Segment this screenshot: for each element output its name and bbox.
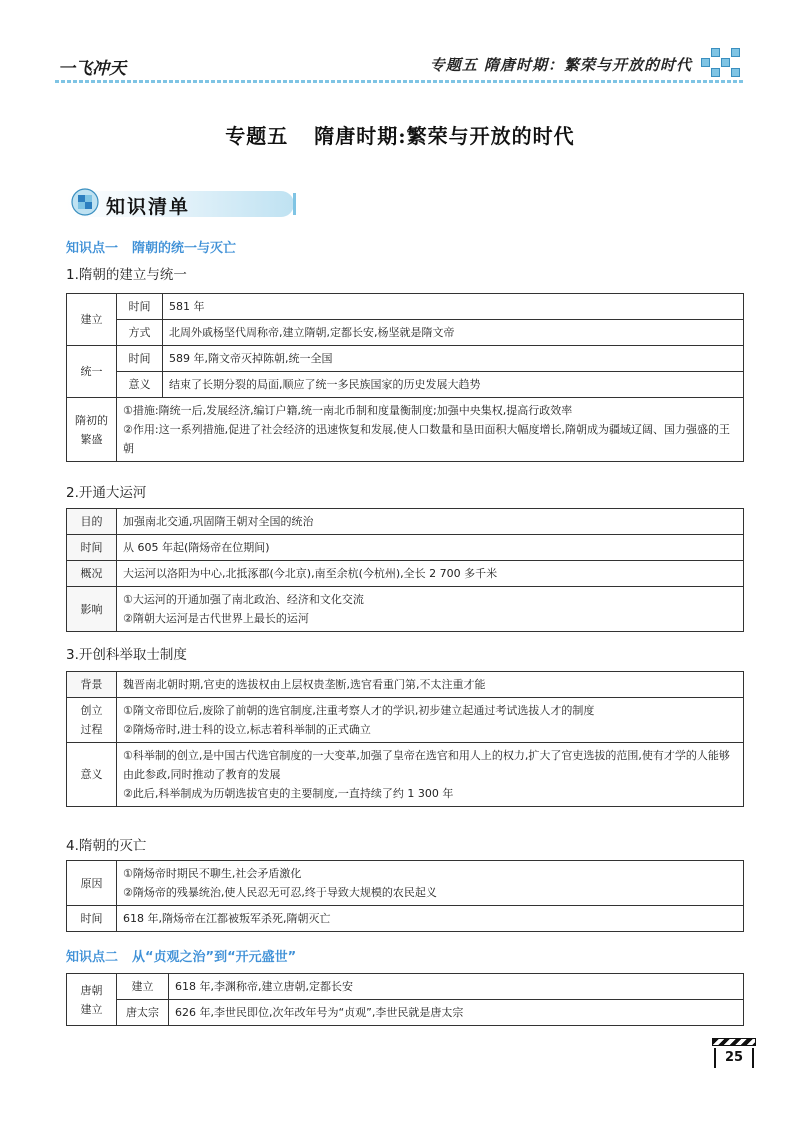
row-label: 意义 <box>117 372 163 398</box>
value-line: ②隋炀帝时,进士科的设立,标志着科举制的正式确立 <box>123 723 371 736</box>
value-line: ①隋炀帝时期民不聊生,社会矛盾激化 <box>123 867 302 880</box>
row-value <box>117 587 744 632</box>
row-label: 意义 <box>67 743 117 807</box>
row-label: 唐太宗 <box>117 1000 169 1026</box>
row-value: 大运河以洛阳为中心,北抵涿郡(今北京),南至余杭(今杭州),全长 2 700 多千米 <box>117 561 744 587</box>
page-header <box>0 40 800 100</box>
row-label: 目的 <box>67 509 117 535</box>
section-heading: 2.开通大运河 <box>66 485 147 501</box>
kp-title: 隋朝的统一与灭亡 <box>132 241 237 256</box>
running-title: 专题五 隋唐时期：繁荣与开放的时代 <box>429 56 692 74</box>
title-part2: 隋唐时期:繁荣与开放的时代 <box>314 124 575 148</box>
row-value: 581 年 <box>163 294 744 320</box>
row-value <box>117 861 744 906</box>
value-line: ②作用:这一系列措施,促进了社会经济的迅速恢复和发展,使人口数量和垦田面积大幅度增长,隋朝成为疆域辽阔、国力强盛的王朝 <box>123 423 731 455</box>
table-tang-founding <box>66 973 744 1026</box>
puzzle-icon <box>70 187 100 217</box>
kp-number: 知识点一 <box>66 241 119 256</box>
row-label: 背景 <box>67 672 117 698</box>
table-row <box>67 561 744 587</box>
title-part1: 专题五 <box>225 124 289 148</box>
value-line: ②隋炀帝的残暴统治,使人民忍无可忍,终于导致大规模的农民起义 <box>123 886 437 899</box>
label-line: 过程 <box>80 723 103 736</box>
row-value: 589 年,隋文帝灭掉陈朝,统一全国 <box>163 346 744 372</box>
page-number-badge <box>712 1038 756 1068</box>
knowledge-point-heading <box>66 237 236 256</box>
label-line: 创立 <box>80 704 103 717</box>
knowledge-list-banner <box>66 183 298 223</box>
row-value: 618 年,隋炀帝在江都被叛军杀死,隋朝灭亡 <box>117 906 744 932</box>
section-heading: 3.开创科举取士制度 <box>66 647 187 663</box>
table-row <box>67 509 744 535</box>
row-group-label <box>67 974 117 1026</box>
knowledge-point-heading <box>66 946 296 965</box>
banner-tick <box>293 193 296 215</box>
value-line: ①大运河的开通加强了南北政治、经济和文化交流 <box>123 593 364 606</box>
banner-label: 知识清单 <box>106 196 191 218</box>
table-row <box>67 372 744 398</box>
brand-logo: 一飞冲天 <box>58 59 126 79</box>
table-row <box>67 698 744 743</box>
row-value: 结束了长期分裂的局面,顺应了统一多民族国家的历史发展大趋势 <box>163 372 744 398</box>
table-sui-fall <box>66 860 744 932</box>
group-label-line: 建立 <box>80 1002 103 1016</box>
row-label: 建立 <box>117 974 169 1000</box>
value-line: ①隋文帝即位后,废除了前朝的选官制度,注重考察人才的学识,初步建立起通过考试选拔人才的制度 <box>123 704 595 717</box>
group-label-line: 唐朝 <box>80 983 103 997</box>
row-value: 北周外戚杨坚代周称帝,建立隋朝,定都长安,杨坚就是隋文帝 <box>163 320 744 346</box>
value-line: ②此后,科举制成为历朝选拔官吏的主要制度,一直持续了约 1 300 年 <box>123 787 454 800</box>
row-value <box>117 398 744 462</box>
row-value: 魏晋南北朝时期,官吏的选拔权由上层权贵垄断,选官看重门第,不太注重才能 <box>117 672 744 698</box>
row-label: 原因 <box>67 861 117 906</box>
row-label: 方式 <box>117 320 163 346</box>
table-row <box>67 320 744 346</box>
table-row <box>67 743 744 807</box>
value-line: ②隋朝大运河是古代世界上最长的运河 <box>123 612 309 625</box>
page-title <box>0 120 800 149</box>
row-label: 时间 <box>117 346 163 372</box>
row-label: 概况 <box>67 561 117 587</box>
table-row <box>67 294 744 320</box>
table-imperial-exam <box>66 671 744 807</box>
table-row <box>67 398 744 462</box>
row-value: 626 年,李世民即位,次年改年号为“贞观”,李世民就是唐太宗 <box>169 1000 744 1026</box>
row-label: 时间 <box>117 294 163 320</box>
row-group-label <box>67 398 117 462</box>
table-row <box>67 672 744 698</box>
value-line: ①科举制的创立,是中国古代选官制度的一大变革,加强了皇帝在选官和用人上的权力,扩大了官吏选拔的范围,使有才学的人能够由此参政,同时推动了教育的发展 <box>123 749 730 781</box>
table-row <box>67 974 744 1000</box>
table-row <box>67 1000 744 1026</box>
row-label: 时间 <box>67 906 117 932</box>
row-group-label: 建立 <box>67 294 117 346</box>
row-label: 影响 <box>67 587 117 632</box>
checker-deco-icon <box>701 48 745 78</box>
section-heading: 1.隋朝的建立与统一 <box>66 267 187 283</box>
row-value <box>117 698 744 743</box>
table-sui-founding <box>66 293 744 462</box>
table-row <box>67 587 744 632</box>
hazard-stripe-icon <box>712 1038 756 1046</box>
group-label-line: 繁盛 <box>80 432 103 446</box>
value-line: ①措施:隋统一后,发展经济,编订户籍,统一南北币制和度量衡制度;加强中央集权,提高行政效率 <box>123 404 573 417</box>
row-value: 从 605 年起(隋炀帝在位期间) <box>117 535 744 561</box>
kp-number: 知识点二 <box>66 950 119 965</box>
row-group-label: 统一 <box>67 346 117 398</box>
kp-title: 从“贞观之治”到“开元盛世” <box>132 950 297 965</box>
page-number: 25 <box>724 1050 744 1065</box>
table-row <box>67 346 744 372</box>
row-label <box>67 698 117 743</box>
table-row <box>67 535 744 561</box>
row-value: 加强南北交通,巩固隋王朝对全国的统治 <box>117 509 744 535</box>
table-row <box>67 861 744 906</box>
group-label-line: 隋初的 <box>75 413 108 427</box>
row-value: 618 年,李渊称帝,建立唐朝,定都长安 <box>169 974 744 1000</box>
table-grand-canal <box>66 508 744 632</box>
header-divider <box>55 80 745 83</box>
row-value <box>117 743 744 807</box>
table-row <box>67 906 744 932</box>
row-label: 时间 <box>67 535 117 561</box>
section-heading: 4.隋朝的灭亡 <box>66 838 147 854</box>
